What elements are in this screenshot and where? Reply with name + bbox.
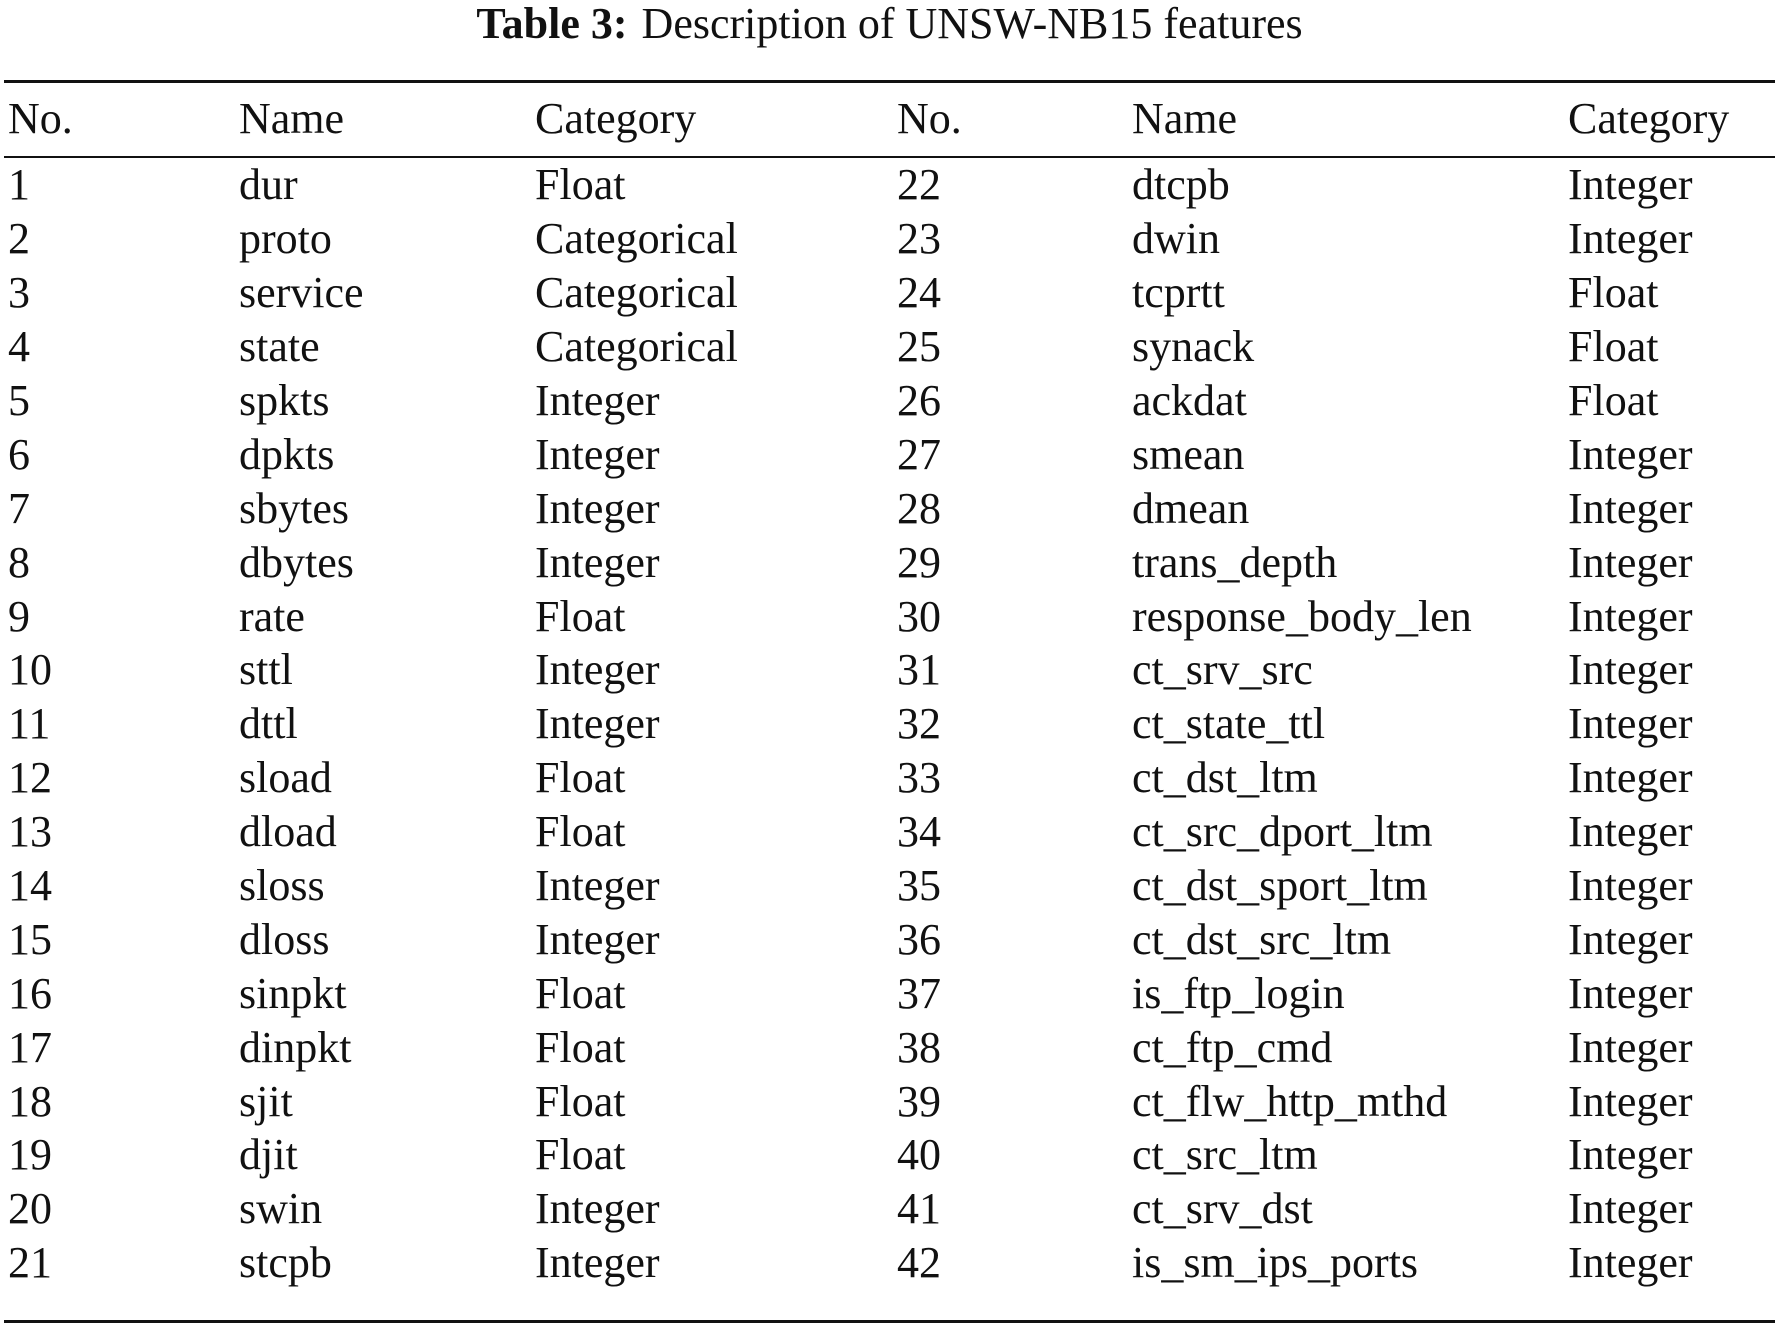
cell-category: Integer [1568, 914, 1693, 964]
cell-no: 27 [897, 429, 941, 479]
cell-no: 14 [8, 861, 52, 911]
table-row [8, 266, 1768, 320]
cell-category: Categorical [535, 322, 738, 372]
cell-category: Integer [1568, 1184, 1693, 1234]
cell-no: 19 [8, 1130, 52, 1180]
cell-no: 28 [897, 483, 941, 533]
cell-no: 42 [897, 1238, 941, 1288]
table-row [8, 481, 1768, 535]
cell-category: Float [1568, 268, 1659, 318]
cell-no: 30 [897, 591, 941, 641]
cell-no: 6 [8, 429, 30, 479]
cell-name: sload [239, 753, 332, 803]
cell-no: 13 [8, 807, 52, 857]
cell-category: Integer [535, 861, 660, 911]
cell-no: 31 [897, 645, 941, 695]
table-row [8, 1074, 1768, 1128]
table-body [8, 158, 1768, 1290]
cell-name: sloss [239, 861, 325, 911]
cell-name: djit [239, 1130, 298, 1180]
cell-category: Categorical [535, 214, 738, 264]
cell-name: dinpkt [239, 1022, 352, 1072]
cell-name: service [239, 268, 364, 318]
cell-category: Integer [535, 537, 660, 587]
cell-name: ct_ftp_cmd [1132, 1022, 1333, 1072]
cell-category: Integer [1568, 861, 1693, 911]
cell-no: 18 [8, 1076, 52, 1126]
cell-category: Integer [1568, 968, 1693, 1018]
cell-name: dload [239, 807, 337, 857]
table-row [8, 158, 1768, 212]
cell-name: ct_dst_src_ltm [1132, 914, 1392, 964]
table-row [8, 374, 1768, 428]
cell-category: Integer [535, 429, 660, 479]
cell-no: 35 [897, 861, 941, 911]
cell-no: 4 [8, 322, 30, 372]
cell-name: ct_srv_src [1132, 645, 1313, 695]
cell-name: spkts [239, 376, 330, 425]
table-bottom-rule [4, 1320, 1775, 1323]
features-table [8, 78, 1768, 1290]
cell-category: Float [535, 1076, 626, 1126]
cell-category: Integer [1568, 537, 1693, 587]
table-caption [0, 0, 1779, 48]
cell-no: 24 [897, 268, 941, 318]
cell-name: ackdat [1132, 376, 1247, 425]
cell-category: Integer [1568, 1076, 1693, 1126]
cell-name: ct_srv_dst [1132, 1184, 1313, 1234]
cell-name: sttl [239, 645, 293, 695]
table-row [8, 535, 1768, 589]
cell-no: 39 [897, 1076, 941, 1126]
cell-name: dur [239, 160, 298, 210]
table-row [8, 1182, 1768, 1236]
table-row [8, 859, 1768, 913]
cell-no: 10 [8, 645, 52, 695]
table-row [8, 320, 1768, 374]
table-caption-text: Description of UNSW-NB15 features [641, 0, 1303, 48]
cell-category: Integer [1568, 699, 1693, 749]
cell-name: ct_src_dport_ltm [1132, 807, 1433, 857]
table-row [8, 1128, 1768, 1182]
header-no-left: No. [8, 93, 73, 143]
cell-name: state [239, 322, 320, 372]
table-row [8, 966, 1768, 1020]
cell-category: Integer [1568, 591, 1693, 641]
cell-name: trans_depth [1132, 537, 1338, 587]
cell-no: 25 [897, 322, 941, 372]
cell-no: 37 [897, 968, 941, 1018]
cell-category: Integer [1568, 807, 1693, 857]
cell-category: Integer [535, 1184, 660, 1234]
cell-category: Integer [535, 1238, 660, 1288]
cell-category: Integer [535, 699, 660, 749]
cell-category: Float [535, 160, 626, 210]
cell-no: 40 [897, 1130, 941, 1180]
cell-no: 21 [8, 1238, 52, 1288]
cell-no: 8 [8, 537, 30, 587]
header-no-right: No. [897, 93, 962, 143]
cell-name: dtcpb [1132, 160, 1230, 210]
cell-name: stcpb [239, 1238, 332, 1288]
cell-category: Integer [1568, 160, 1693, 210]
cell-no: 9 [8, 591, 30, 641]
cell-no: 23 [897, 214, 941, 264]
cell-name: sbytes [239, 483, 349, 533]
cell-category: Float [535, 968, 626, 1018]
table-row [8, 697, 1768, 751]
cell-no: 11 [8, 699, 51, 749]
cell-category: Float [1568, 322, 1659, 372]
cell-category: Float [535, 807, 626, 857]
cell-name: ct_dst_ltm [1132, 753, 1318, 803]
cell-name: synack [1132, 322, 1255, 372]
cell-name: sjit [239, 1076, 293, 1126]
table-row [8, 212, 1768, 266]
cell-no: 26 [897, 376, 941, 425]
cell-category: Float [1568, 376, 1659, 425]
cell-name: tcprtt [1132, 268, 1225, 318]
cell-no: 12 [8, 753, 52, 803]
table-row [8, 805, 1768, 859]
cell-name: swin [239, 1184, 323, 1234]
cell-category: Integer [535, 376, 660, 425]
cell-no: 5 [8, 376, 30, 425]
cell-no: 16 [8, 968, 52, 1018]
cell-category: Float [535, 1022, 626, 1072]
cell-category: Integer [535, 483, 660, 533]
cell-name: sinpkt [239, 968, 347, 1018]
cell-no: 38 [897, 1022, 941, 1072]
header-category-left: Category [535, 93, 697, 143]
cell-no: 36 [897, 914, 941, 964]
cell-no: 33 [897, 753, 941, 803]
table-row [8, 1020, 1768, 1074]
header-name-right: Name [1132, 93, 1238, 143]
cell-no: 2 [8, 214, 30, 264]
cell-name: ct_src_ltm [1132, 1130, 1318, 1180]
cell-category: Integer [1568, 483, 1693, 533]
cell-name: ct_state_ttl [1132, 699, 1326, 749]
cell-category: Integer [1568, 645, 1693, 695]
cell-category: Integer [1568, 429, 1693, 479]
table-header-row [8, 78, 1768, 158]
table-caption-label: Table 3: [476, 0, 628, 48]
cell-name: ct_dst_sport_ltm [1132, 861, 1428, 911]
cell-no: 41 [897, 1184, 941, 1234]
cell-no: 17 [8, 1022, 52, 1072]
cell-category: Integer [1568, 1238, 1693, 1288]
table-row [8, 643, 1768, 697]
cell-category: Integer [1568, 1130, 1693, 1180]
cell-name: response_body_len [1132, 591, 1472, 641]
cell-no: 32 [897, 699, 941, 749]
cell-name: dloss [239, 914, 330, 964]
cell-no: 34 [897, 807, 941, 857]
cell-name: smean [1132, 429, 1245, 479]
cell-no: 29 [897, 537, 941, 587]
cell-name: dwin [1132, 214, 1220, 264]
cell-name: is_sm_ips_ports [1132, 1238, 1419, 1288]
table-row [8, 751, 1768, 805]
cell-category: Integer [1568, 214, 1693, 264]
table-row [8, 427, 1768, 481]
cell-no: 3 [8, 268, 30, 318]
cell-category: Integer [1568, 753, 1693, 803]
cell-category: Integer [535, 645, 660, 695]
cell-no: 7 [8, 483, 30, 533]
cell-no: 1 [8, 160, 30, 210]
cell-category: Float [535, 591, 626, 641]
cell-name: proto [239, 214, 332, 264]
cell-name: dpkts [239, 429, 335, 479]
cell-name: dmean [1132, 483, 1250, 533]
cell-name: dttl [239, 699, 298, 749]
cell-no: 22 [897, 160, 941, 210]
cell-name: rate [239, 591, 305, 641]
cell-no: 15 [8, 914, 52, 964]
cell-no: 20 [8, 1184, 52, 1234]
cell-name: is_ftp_login [1132, 968, 1345, 1018]
table-row [8, 912, 1768, 966]
cell-category: Float [535, 1130, 626, 1180]
table-row [8, 1236, 1768, 1290]
table-row [8, 589, 1768, 643]
cell-name: ct_flw_http_mthd [1132, 1076, 1448, 1126]
cell-category: Integer [1568, 1022, 1693, 1072]
cell-category: Categorical [535, 268, 738, 318]
header-category-right: Category [1568, 93, 1730, 143]
cell-category: Integer [535, 914, 660, 964]
cell-name: dbytes [239, 537, 354, 587]
cell-category: Float [535, 753, 626, 803]
header-name-left: Name [239, 93, 345, 143]
